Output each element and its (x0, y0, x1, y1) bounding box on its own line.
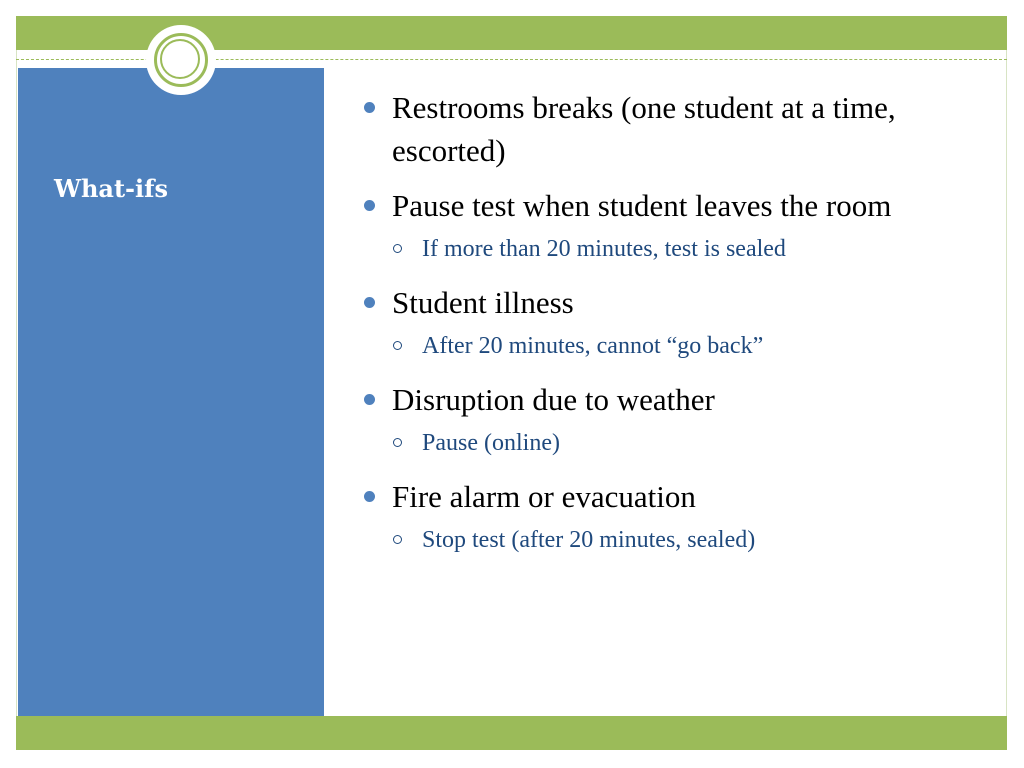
sub-bullet-text: Pause (online) (422, 430, 560, 456)
bullet-dot-icon (364, 491, 375, 502)
sub-bullet-item (360, 330, 970, 362)
sub-bullet-text: After 20 minutes, cannot “go back” (422, 333, 764, 359)
bullet-item (360, 184, 970, 227)
hollow-circle-icon (393, 244, 402, 253)
title-panel (18, 68, 324, 716)
hollow-circle-icon (393, 438, 402, 447)
circle-emblem-icon (146, 25, 216, 95)
sub-bullet-item (360, 233, 970, 265)
bullet-item (360, 86, 970, 172)
bullet-dot-icon (364, 102, 375, 113)
bullet-list (360, 86, 970, 572)
bullet-text: Restrooms breaks (one student at a time, escorted) (392, 90, 896, 168)
sub-bullet-text: If more than 20 minutes, test is sealed (422, 236, 786, 262)
bullet-text: Fire alarm or evacuation (392, 479, 696, 514)
bullet-text: Disruption due to weather (392, 382, 715, 417)
bullet-item (360, 475, 970, 518)
bullet-dot-icon (364, 200, 375, 211)
sub-bullet-text: Stop test (after 20 minutes, sealed) (422, 527, 756, 553)
bullet-text: Student illness (392, 285, 574, 320)
bullet-text: Pause test when student leaves the room (392, 188, 892, 223)
sub-bullet-item (360, 524, 970, 556)
slide-title: What-ifs (54, 174, 168, 203)
hollow-circle-icon (393, 535, 402, 544)
bullet-dot-icon (364, 394, 375, 405)
bottom-accent-band (16, 716, 1007, 750)
bullet-dot-icon (364, 297, 375, 308)
sub-bullet-item (360, 427, 970, 459)
emblem-inner-ring (160, 39, 200, 79)
bullet-item (360, 378, 970, 421)
hollow-circle-icon (393, 341, 402, 350)
bullet-item (360, 281, 970, 324)
